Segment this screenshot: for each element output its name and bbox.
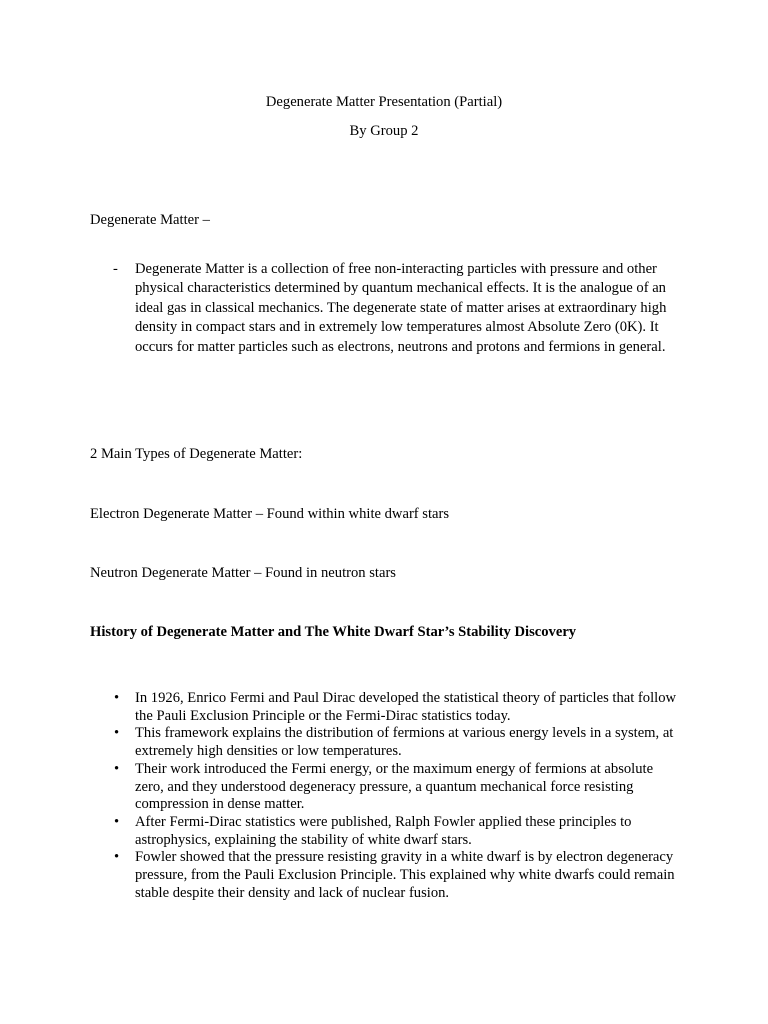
history-heading: History of Degenerate Matter and The White Dwarf Star’s Stability Discovery: [90, 624, 577, 640]
document-title: Degenerate Matter Presentation (Partial): [265, 94, 503, 110]
types-heading: 2 Main Types of Degenerate Matter:: [90, 446, 303, 462]
bullet-icon: •: [114, 849, 120, 866]
history-bullet-text: This framework explains the distribution of fermions at various energy levels in a system, at extremely high densities or low temperatures.: [135, 725, 674, 760]
section-heading-degenerate-matter: Degenerate Matter –: [90, 212, 210, 228]
history-bullet-item: [90, 690, 683, 725]
type-electron-degenerate: Electron Degenerate Matter – Found within white dwarf stars: [90, 506, 450, 522]
history-bullet-item: [90, 814, 683, 849]
bullet-icon: •: [114, 690, 120, 706]
history-bullet-text: Their work introduced the Fermi energy, or the maximum energy of fermions at absolute zero, and they understood degeneracy pressure, a quantum mechanical force resisting compression in dense matter.: [135, 760, 654, 813]
history-bullet-text: Fowler showed that the pressure resisting gravity in a white dwarf is by electron degeneracy pressure, from the Pauli Exclusion Principle. This explained why white dwarfs could remain stable despite their density and lack of nuclear fusion.: [135, 849, 675, 901]
document-byline: By Group 2: [349, 123, 419, 139]
type-neutron-degenerate: Neutron Degenerate Matter – Found in neutron stars: [90, 565, 396, 581]
bullet-icon: •: [114, 813, 120, 830]
dash-marker: -: [113, 261, 118, 277]
history-bullet-text: In 1926, Enrico Fermi and Paul Dirac developed the statistical theory of particles that follow the Pauli Exclusion Principle or the Fermi-Dirac statistics today.: [135, 690, 677, 724]
bullet-icon: •: [114, 760, 120, 777]
history-bullet-item: [90, 849, 683, 902]
history-bullet-item: [90, 761, 683, 814]
history-bullet-item: [90, 725, 683, 760]
history-bullet-list: [90, 690, 690, 902]
bullet-icon: •: [114, 725, 120, 742]
definition-paragraph: Degenerate Matter is a collection of free non-interacting particles with pressure and other physical characteristics determined by quantum mechanical effects. It is the analogue of an ideal gas in classical mechanics. The degenerate state of matter arises at extraordinary high density in compact stars and in extremely low temperatures almost Absolute Zero (0K). It occurs for matter particles such as electrons, neutrons and protons and fermions in general.: [135, 261, 667, 355]
history-bullet-text: After Fermi-Dirac statistics were published, Ralph Fowler applied these principles to astrophysics, explaining the stability of white dwarf stars.: [135, 813, 632, 848]
